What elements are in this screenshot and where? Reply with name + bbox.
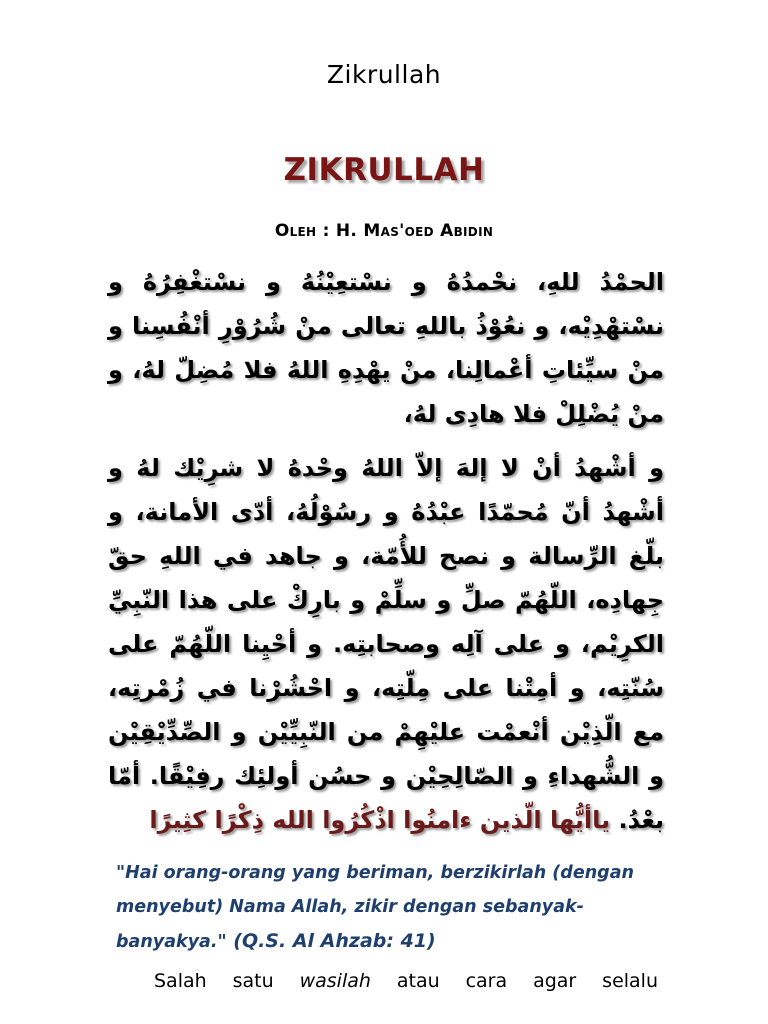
arabic-second-paragraph xyxy=(108,446,664,842)
translation-text: "Hai orang-orang yang beriman, berzikirlah (dengan menyebut) Nama Allah, zikir dengan sebanyak-banyakya." xyxy=(116,863,634,952)
verse-citation: (Q.S. Al Ahzab: 41) xyxy=(226,930,436,952)
body-text-italic: wasilah xyxy=(299,970,371,992)
body-text-start: Salah satu xyxy=(154,970,274,992)
body-text-end: atau cara agar selalu xyxy=(396,970,658,992)
verse-translation xyxy=(116,856,646,959)
quran-verse: ياأيُّها الّذين ءامنُوا اذْكُرُوا الله ذِكْرًا كثِيرًا xyxy=(149,806,611,834)
body-paragraph-start xyxy=(154,970,658,992)
document-title: ZIKRULLAH xyxy=(283,152,485,188)
arabic-paragraph-1-text: الحمْدُ للهِ، نحْمدُهُ و نسْتعِيْنُهُ و نسْتغْفِرُهُ و نسْتهْدِيْه، و نعُوْذُ باللهِ تعالى منْ شُرُوْرِ أنْفُسِنا و منْ سيِّئاتِ أعْمالِنا، منْ يهْدِهِ اللهُ فلا مُضِلّ لهُ، و منْ يُضْلِلْ فلا هادِى لهُ، xyxy=(108,268,664,428)
arabic-opening-paragraph xyxy=(108,260,664,436)
author-line: Oleh : H. Mas'oed Abidin xyxy=(274,221,494,241)
page-header-title: Zikrullah xyxy=(326,60,442,89)
arabic-paragraph-2-text: و أشْهدُ أنْ لا إلهَ إلاّ اللهُ وحْدهُ لا شرِيْك لهُ و أشْهدُ أنّ مُحمّدًا عبْدُهُ و رسُوْلُهُ، أدّى الأمانة، و بلّغ الرِّسالة و نصح للأُمّة، و جاهد في اللهِ حقّ جِهادِه، اللّهُمّ صلِّ و سلِّمْ و بارِكْ على هذا النّبِيِّ الكرِيْم، و على آلِه وصحابتِه. و أحْيِنا اللّهُمّ على سُنّتِه، و أمِتْنا على مِلّتِه، و احْشُرْنا في زُمْرتِه، مع الّذِيْن أنْعمْت عليْهِمْ من النّبِيِّيْن و الصِّدِّيْقِيْن و الشُّهداءِ و الصّالِحِيْن و حسُن أولئِك رفِيْقًا. أمّا بعْدُ. xyxy=(108,454,664,834)
